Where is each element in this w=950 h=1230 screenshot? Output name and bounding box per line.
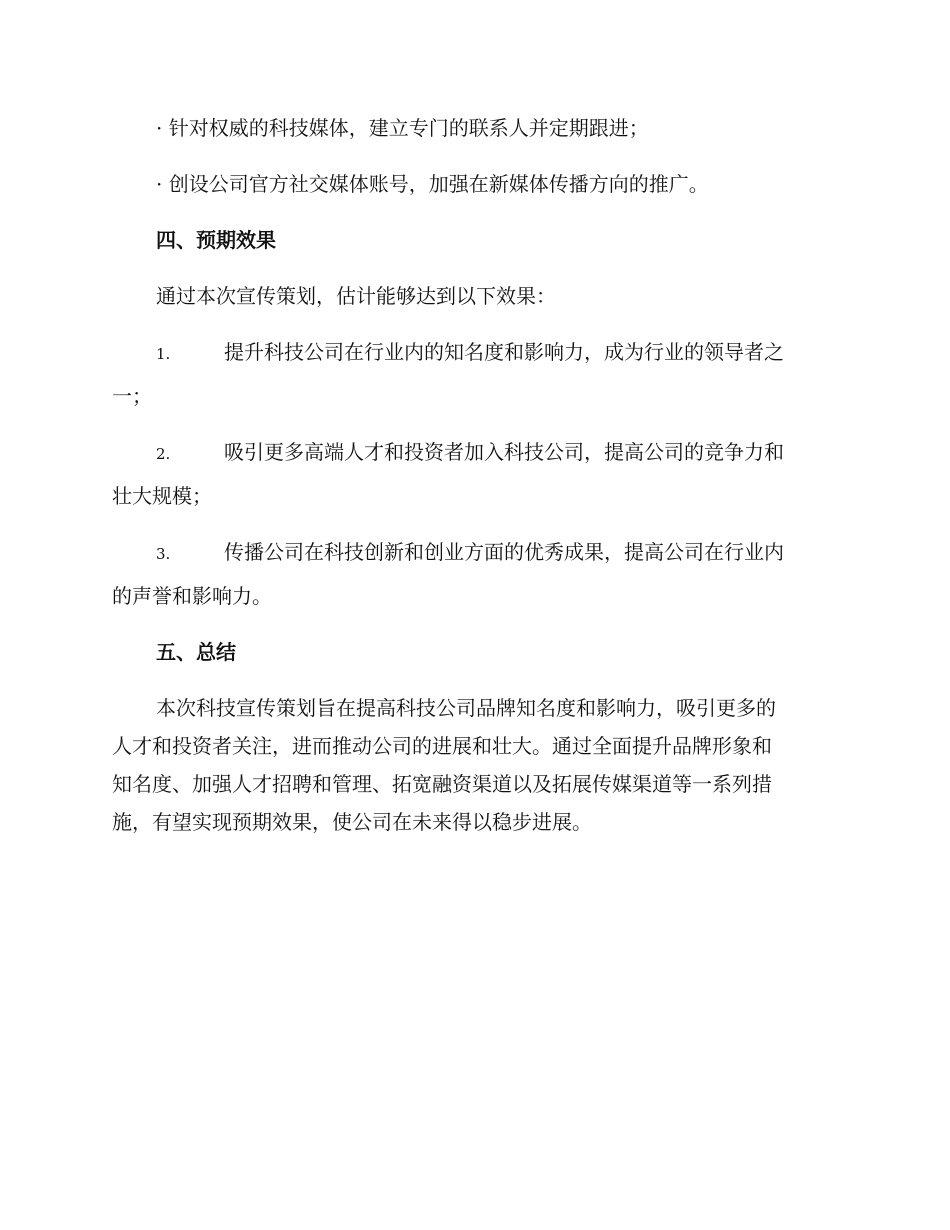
section-heading-summary: 五、总结 (156, 640, 236, 664)
list-item-text: 吸引更多高端人才和投资者加入科技公司，提高公司的竞争力和 (224, 440, 784, 464)
summary-line: 知名度、加强人才招聘和管理、拓宽融资渠道以及拓展传媒渠道等一系列措 (112, 772, 772, 796)
summary-line: 施，有望实现预期效果，使公司在未来得以稳步进展。 (112, 810, 592, 834)
list-item-text: 传播公司在科技创新和创业方面的优秀成果，提高公司在行业内 (224, 540, 784, 564)
summary-line: 人才和投资者关注，进而推动公司的进展和壮大。通过全面提升品牌形象和 (112, 734, 772, 758)
summary-line: 本次科技宣传策划旨在提高科技公司品牌知名度和影响力，吸引更多的 (156, 696, 776, 720)
numbered-list (112, 333, 834, 615)
list-item (112, 333, 834, 415)
list-item (112, 433, 834, 515)
list-item (112, 533, 834, 615)
list-item-continuation: 一； (112, 384, 152, 408)
list-number: 3. (156, 545, 171, 563)
section-intro: 通过本次宣传策划，估计能够达到以下效果： (156, 284, 556, 308)
bullet-item: · 创设公司官方社交媒体账号，加强在新媒体传播方向的推广。 (156, 172, 709, 196)
document-body (112, 109, 834, 841)
summary-paragraph (112, 689, 834, 841)
section-heading-expected-results: 四、预期效果 (156, 228, 276, 252)
bullet-item: · 针对权威的科技媒体，建立专门的联系人并定期跟进； (156, 116, 649, 140)
list-item-text: 提升科技公司在行业内的知名度和影响力，成为行业的领导者之 (224, 340, 784, 364)
list-item-continuation: 的声誉和影响力。 (112, 584, 272, 608)
list-number: 2. (156, 445, 171, 463)
list-item-continuation: 壮大规模； (112, 484, 212, 508)
list-number: 1. (156, 345, 171, 363)
